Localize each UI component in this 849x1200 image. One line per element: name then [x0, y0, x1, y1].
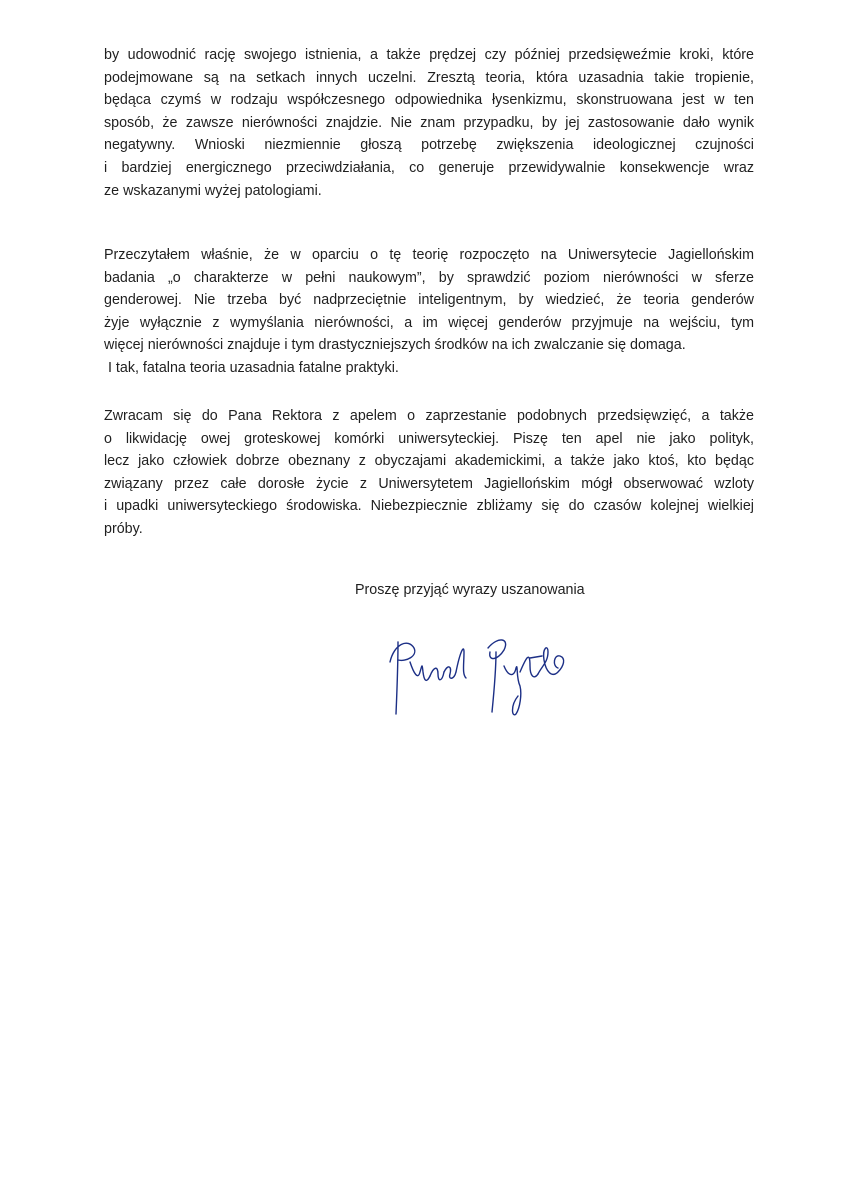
paragraph-1-line: podejmowane są na setkach innych uczelni. Zresztą teoria, która uzasadnia takie tropienie, [104, 69, 754, 86]
paragraph-1-line: sposób, że zawsze nierówności znajdzie. Nie znam przypadku, by jej zastosowanie dało wynik [104, 114, 754, 131]
paragraph-2-line: więcej nierówności znajduje i tym drastyczniejszych środków na ich zwalczanie się domaga. [104, 337, 686, 354]
paragraph-3-line: próby. [104, 520, 143, 537]
paragraph-1 [104, 44, 754, 202]
paragraph-1-line: i bardziej energicznego przeciwdziałania, co generuje przewidywalnie konsekwencje wraz [104, 159, 754, 176]
paragraph-1-line: by udowodnić rację swojego istnienia, a także prędzej czy później przedsięweźmie kroki, które [104, 47, 754, 63]
closing-salutation: Proszę przyjąć wyrazy uszanowania [355, 582, 585, 598]
paragraph-2-line: żyje wyłącznie z wymyślania nierówności, a im więcej genderów przyjmuje na wejściu, tym [104, 314, 754, 331]
paragraph-3 [104, 405, 754, 541]
paragraph-3-line: o likwidację owej groteskowej komórki uniwersyteckiej. Piszę ten apel nie jako polityk, [104, 430, 754, 447]
paragraph-2-line: Przeczytałem właśnie, że w oparciu o tę teorię rozpoczęto na Uniwersytecie Jagiellońskim [104, 247, 754, 263]
paragraph-1-line: ze wskazanymi wyżej patologiami. [104, 182, 322, 199]
paragraph-2-line: badania „o charakterze w pełni naukowym”, by sprawdzić poziom nierówności w sferze [104, 269, 754, 286]
paragraph-3-line: i upadki uniwersyteckiego środowiska. Niebezpiecznie zbliżamy się do czasów kolejnej wielkiej [104, 498, 754, 515]
paragraph-2 [104, 244, 754, 380]
paragraph-1-line: negatywny. Wnioski niezmiennie głoszą potrzebę zwiększenia ideologicznej czujności [104, 137, 754, 154]
paragraph-2-line: I tak, fatalna teoria uzasadnia fatalne praktyki. [104, 359, 399, 376]
paragraph-3-line: związany przez całe dorosłe życie z Uniwersytetem Jagiellońskim mógł obserwować wzloty [104, 475, 754, 492]
paragraph-3-line: lecz jako człowiek dobrze obeznany z obyczajami akademickimi, a także jako ktoś, kto będąc [104, 453, 754, 470]
paragraph-1-line: będąca czymś w rodzaju współczesnego odpowiednika łysenkizmu, skonstruowana jest w ten [104, 92, 754, 109]
paragraph-3-line: Zwracam się do Pana Rektora z apelem o zaprzestanie podobnych przedsięwzięć, a także [104, 408, 754, 424]
handwritten-signature [380, 622, 580, 722]
paragraph-2-line: genderowej. Nie trzeba być nadprzeciętnie inteligentnym, by wiedzieć, że teoria genderów [104, 292, 754, 309]
